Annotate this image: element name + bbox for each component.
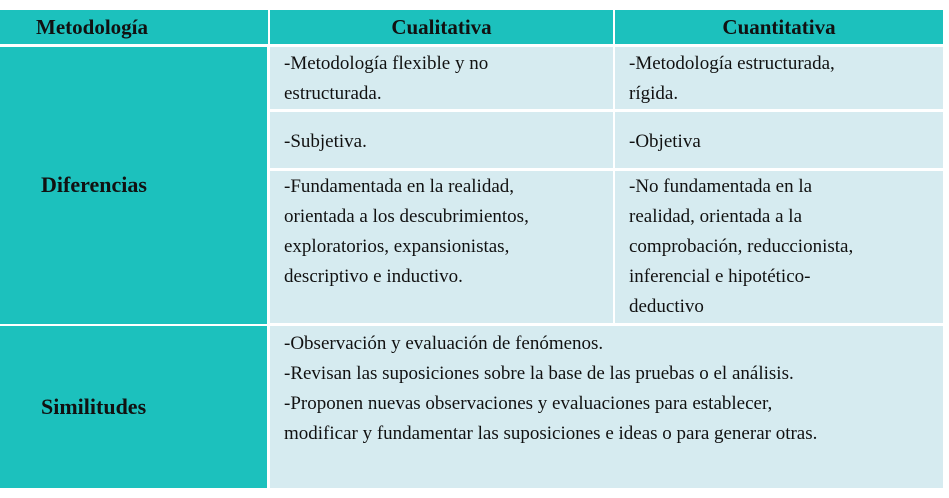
cualitativa-cell [270, 112, 615, 171]
text-line: comprobación, reduccionista, [629, 236, 854, 258]
text-line: exploratorios, expansionistas, [284, 236, 510, 258]
text-line: -Proponen nuevas observaciones y evaluaciones para establecer, [284, 392, 773, 414]
text-line: -Observación y evaluación de fenómenos. [284, 332, 604, 354]
cuantitativa-cell [615, 47, 943, 112]
differences-row-1 [0, 47, 943, 112]
header-cuantitativa: Cuantitativa [615, 10, 943, 47]
text-line: -No fundamentada en la [629, 176, 813, 198]
text-line: -Objetiva [629, 131, 701, 153]
text-line: -Metodología estructurada, [629, 53, 835, 75]
cualitativa-cell [270, 171, 615, 325]
text-line: -Fundamentada en la realidad, [284, 176, 515, 198]
comparison-table [0, 10, 943, 488]
text-line: rígida. [629, 83, 679, 105]
text-line: -Metodología flexible y no [284, 53, 489, 75]
cualitativa-cell [270, 47, 615, 112]
text-line: -Subjetiva. [284, 131, 367, 153]
header-metodologia: Metodología [0, 10, 270, 47]
similarities-label: Similitudes [0, 326, 270, 488]
text-line: -Revisan las suposiciones sobre la base de las pruebas o el análisis. [284, 362, 794, 384]
cuantitativa-cell [615, 171, 943, 325]
similarities-cell [270, 326, 943, 488]
header-cualitativa: Cualitativa [270, 10, 615, 47]
text-line: inferencial e hipotético- [629, 266, 811, 288]
text-line: orientada a los descubrimientos, [284, 206, 529, 228]
text-line: realidad, orientada a la [629, 206, 803, 228]
similarities-row [0, 326, 943, 488]
differences-label: Diferencias [0, 47, 270, 326]
text-line: deductivo [629, 296, 704, 318]
text-line: modificar y fundamentar las suposiciones e ideas o para generar otras. [284, 422, 818, 444]
text-line: estructurada. [284, 83, 382, 105]
text-line: descriptivo e inductivo. [284, 266, 463, 288]
cuantitativa-cell [615, 112, 943, 171]
header-row [0, 10, 943, 47]
